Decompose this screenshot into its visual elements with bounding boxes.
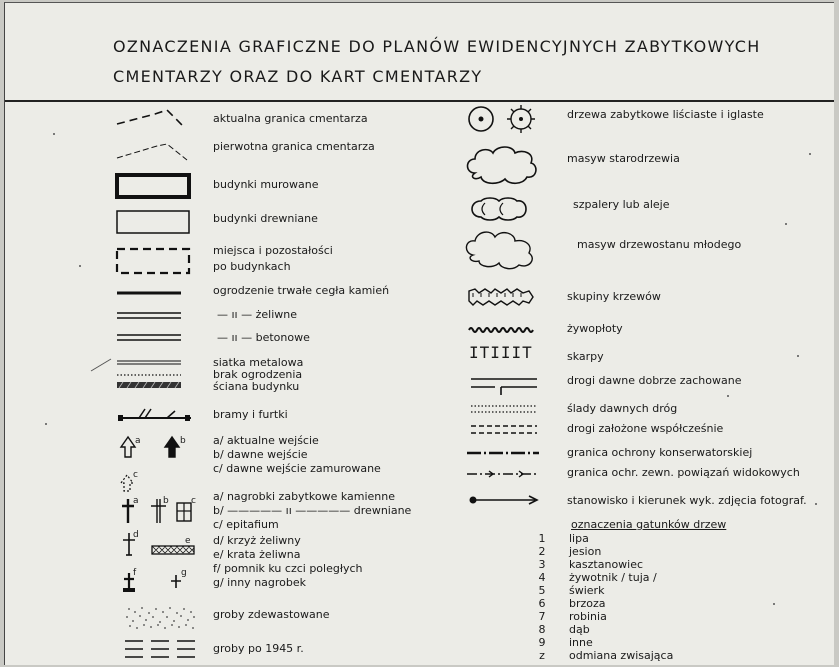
species-name: inne: [569, 636, 593, 649]
fence-concrete-symbol: [117, 333, 187, 343]
label-alleys: szpalery lub aleje: [573, 198, 670, 211]
letter-f: f: [133, 568, 137, 578]
label-no-fence: brak ogrodzenia: [213, 368, 303, 381]
label-remains-1: miejsca i pozostałości: [213, 244, 333, 257]
species-name: kasztanowiec: [569, 558, 644, 571]
young-stand-symbol: [463, 229, 543, 271]
label-old-stand: masyw starodrzewia: [567, 152, 680, 165]
label-tombs-b: b/ ————— ıı ————— drewniane: [213, 504, 412, 517]
scan-speck: [727, 395, 729, 397]
title-divider: [5, 100, 834, 102]
alleys-symbol: [463, 197, 543, 223]
letter-a: a: [135, 436, 141, 446]
species-num: 8: [538, 623, 546, 636]
historic-trees-symbol: [465, 103, 545, 135]
label-hedges: żywopłoty: [567, 322, 623, 335]
label-concrete-fence: — ıı — betonowe: [217, 331, 310, 344]
species-num: 9: [538, 636, 546, 649]
label-tombs-a: a/ nagrobki zabytkowe kamienne: [213, 490, 396, 503]
label-wall: ściana budynku: [213, 380, 300, 393]
species-num: 7: [538, 610, 546, 623]
species-name: jesion: [569, 545, 602, 558]
label-species-header: oznaczenia gatunków drzew: [571, 518, 727, 531]
label-entrance-a: a/ aktualne wejście: [213, 434, 319, 447]
no-fence-symbol: [117, 372, 187, 378]
memorial-icon: [121, 571, 143, 593]
devastated-graves-symbol: [123, 603, 199, 631]
label-original-boundary: pierwotna granica cmentarza: [213, 140, 375, 153]
label-wire-fence: siatka metalowa: [213, 356, 304, 369]
label-entrance-b: b/ dawne wejście: [213, 448, 308, 461]
letter-b: b: [180, 436, 186, 446]
slopes-symbol: ΙΤΙΙΙΤ: [469, 343, 533, 362]
wire-fence-symbol: [117, 359, 187, 367]
species-name: lipa: [569, 532, 589, 545]
scan-mark: [89, 355, 115, 373]
masonry-building-symbol: [115, 173, 195, 201]
label-entrance-c: c/ dawne wejście zamurowane: [213, 462, 381, 475]
title-line-1: OZNACZENIA GRAFICZNE DO PLANÓW EWIDENCYJNYCH ZABYTKOWYCH: [113, 37, 761, 56]
scan-speck: [809, 153, 811, 155]
label-view-boundary: granica ochr. zewn. powiązań widokowych: [567, 466, 800, 479]
shrubs-symbol: [467, 285, 539, 311]
building-wall-symbol: [117, 381, 187, 391]
view-boundary-symbol: [467, 469, 543, 479]
scan-speck: [45, 423, 47, 425]
fence-brick-symbol: [117, 289, 187, 297]
scan-speck: [773, 603, 775, 605]
species-name: dąb: [569, 623, 590, 636]
scan-speck: [797, 355, 799, 357]
scan-speck: [815, 503, 817, 505]
label-old-roads: drogi dawne dobrze zachowane: [567, 374, 742, 387]
remains-symbol: [115, 247, 195, 277]
post-1945-graves-symbol: [123, 637, 199, 663]
original-boundary-symbol: [115, 138, 195, 164]
title-line-2: CMENTARZY ORAZ DO KART CMENTARZY: [113, 67, 483, 86]
label-conservation-boundary: granica ochrony konserwatorskiej: [567, 446, 753, 459]
label-iron-fence: — ıı — żeliwne: [217, 308, 297, 321]
species-num: 1: [538, 532, 546, 545]
species-num: z: [539, 649, 545, 662]
label-road-traces: ślady dawnych dróg: [567, 402, 678, 415]
legend-sheet: [4, 2, 834, 665]
species-name: świerk: [569, 584, 605, 597]
label-photo-point: stanowisko i kierunek wyk. zdjęcia fotograf.: [567, 494, 807, 507]
wooden-building-symbol: [115, 209, 195, 237]
species-name: żywotnik / tuja /: [569, 571, 657, 584]
gate-symbol: [117, 405, 197, 425]
label-post-1945: groby po 1945 r.: [213, 642, 304, 655]
letter-b-2: b: [163, 496, 169, 506]
label-masonry: budynki murowane: [213, 178, 319, 191]
scan-speck: [53, 133, 55, 135]
photo-point-symbol: [467, 493, 543, 507]
label-iron-grate: e/ krata żeliwna: [213, 548, 301, 561]
species-num: 5: [538, 584, 546, 597]
old-roads-symbol: [471, 375, 543, 397]
hedges-symbol: [469, 325, 541, 335]
species-name: odmiana zwisająca: [569, 649, 674, 662]
species-num: 4: [538, 571, 546, 584]
letter-g: g: [181, 568, 187, 578]
fence-iron-symbol: [117, 311, 187, 321]
label-devastated: groby zdewastowane: [213, 608, 330, 621]
letter-c-2: c: [191, 496, 196, 506]
label-shrubs: skupiny krzewów: [567, 290, 661, 303]
label-iron-cross: d/ krzyż żeliwny: [213, 534, 301, 547]
old-stand-symbol: [463, 143, 543, 189]
label-young-stand: masyw drzewostanu młodego: [577, 238, 742, 251]
label-historic-trees: drzewa zabytkowe liściaste i iglaste: [567, 108, 764, 121]
label-wooden: budynki drewniane: [213, 212, 318, 225]
species-num: 2: [538, 545, 546, 558]
road-traces-symbol: [471, 403, 543, 415]
species-num: 3: [538, 558, 546, 571]
label-new-roads: drogi założone współcześnie: [567, 422, 724, 435]
species-num: 6: [538, 597, 546, 610]
conservation-boundary-symbol: [467, 449, 543, 457]
label-memorial: f/ pomnik ku czci poległych: [213, 562, 363, 575]
letter-d: d: [133, 530, 139, 540]
new-roads-symbol: [471, 423, 543, 437]
letter-e: e: [185, 536, 191, 546]
label-slopes: skarpy: [567, 350, 604, 363]
iron-cross-icon: [121, 531, 143, 557]
label-current-boundary: aktualna granica cmentarza: [213, 112, 368, 125]
label-remains-2: po budynkach: [213, 260, 291, 273]
current-boundary-symbol: [115, 106, 195, 136]
letter-a-2: a: [133, 496, 139, 506]
species-name: brzoza: [569, 597, 606, 610]
scan-speck: [785, 223, 787, 225]
species-name: robinia: [569, 610, 607, 623]
scan-speck: [79, 265, 81, 267]
label-gates: bramy i furtki: [213, 408, 288, 421]
letter-c: c: [133, 470, 138, 480]
label-other-grave: g/ inny nagrobek: [213, 576, 307, 589]
label-fence: ogrodzenie trwałe cegła kamień: [213, 284, 390, 297]
label-tombs-c: c/ epitafium: [213, 518, 279, 531]
